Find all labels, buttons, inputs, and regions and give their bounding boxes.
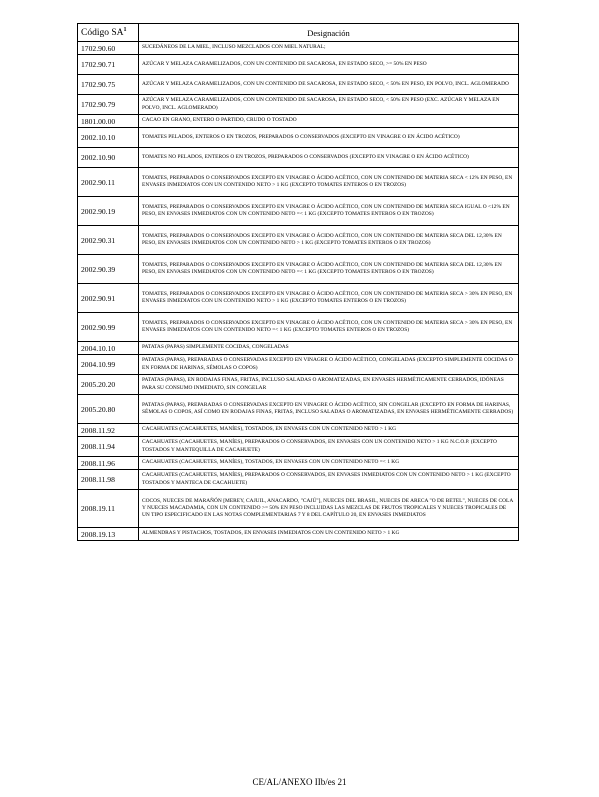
hs-code-cell: 2002.90.39 <box>78 255 139 284</box>
hs-code-cell: 1702.90.79 <box>78 95 139 115</box>
table-row <box>78 284 519 313</box>
table-row <box>78 255 519 284</box>
table-row <box>78 490 519 528</box>
table-row <box>78 115 519 128</box>
hs-code-cell: 2005.20.80 <box>78 395 139 424</box>
hs-code-cell: 2002.10.90 <box>78 148 139 168</box>
hs-code-cell: 2002.90.31 <box>78 226 139 255</box>
designation-cell: TOMATES, PREPARADOS O CONSERVADOS EXCEPTO EN VINAGRE O ÁCIDO ACÉTICO, CON UN CONTENIDO DE MATERIA SECA IGUAL O <12% EN PESO, EN ENVASES INMEDIATOS CON UN CONTENIDO NETO =< 1 KG (EXCEPTO TOMATES ENTEROS O EN TROZOS) <box>139 197 519 226</box>
designation-cell: TOMATES, PREPARADOS O CONSERVADOS EXCEPTO EN VINAGRE O ÁCIDO ACÉTICO, CON UN CONTENIDO DE MATERIA SECA > 30% EN PESO, EN ENVASES INMEDIATOS CON UN CONTENIDO NETO > 1 KG (EXCEPTO TOMATES ENTEROS O EN TROZOS) <box>139 284 519 313</box>
table-row <box>78 470 519 490</box>
table-row <box>78 375 519 395</box>
designation-cell: TOMATES, PREPARADOS O CONSERVADOS EXCEPTO EN VINAGRE O ÁCIDO ACÉTICO, CON UN CONTENIDO DE MATERIA SECA > 30% EN PESO, EN ENVASES INMEDIATOS CON UN CONTENIDO NETO =< 1 KG (EXCEPTO TOMATES ENTEROS O EN TROZOS) <box>139 313 519 342</box>
table-row <box>78 457 519 470</box>
table-row <box>78 148 519 168</box>
hs-code-cell: 1702.90.75 <box>78 75 139 95</box>
hs-code-cell: 2008.11.98 <box>78 470 139 490</box>
table-header-row <box>78 24 519 42</box>
designation-cell: ALMENDRAS Y PISTACHOS, TOSTADOS, EN ENVASES INMEDIATOS CON UN CONTENIDO NETO > 1 KG <box>139 528 519 541</box>
hs-code-cell: 2008.11.92 <box>78 424 139 437</box>
table-row <box>78 395 519 424</box>
page-footer: CE/AL/ANEXO IIb/es 21 <box>252 777 347 787</box>
designation-cell: TOMATES, PREPARADOS O CONSERVADOS EXCEPTO EN VINAGRE O ÁCIDO ACÉTICO, CON UN CONTENIDO DE MATERIA SECA < 12% EN PESO, EN ENVASES INMEDIATOS CON UN CONTENIDO NETO > 1 KG (EXCEPTO TOMATES ENTEROS O EN TROZOS) <box>139 168 519 197</box>
table-row <box>78 42 519 55</box>
hs-code-cell: 2002.90.99 <box>78 313 139 342</box>
column-header-code <box>78 24 139 42</box>
table-row <box>78 75 519 95</box>
designation-cell: PATATAS (PAPAS) SIMPLEMENTE COCIDAS, CONGELADAS <box>139 342 519 355</box>
hs-code-cell: 2002.90.11 <box>78 168 139 197</box>
designation-cell: TOMATES, PREPARADOS O CONSERVADOS EXCEPTO EN VINAGRE O ÁCIDO ACÉTICO, CON UN CONTENIDO DE MATERIA SECA DEL 12,30% EN PESO, EN ENVASES INMEDIATOS CON UN CONTENIDO NETO > 1 KG (EXCEPTO TOMATES ENTEROS O EN TROZOS) <box>139 226 519 255</box>
table-row <box>78 313 519 342</box>
table-row <box>78 226 519 255</box>
designation-cell: AZÚCAR Y MELAZA CARAMELIZADOS, CON UN CONTENIDO DE SACAROSA, EN ESTADO SECO, < 50% EN PESO (EXC. AZÚCAR Y MELAZA EN POLVO, INCL. AGLOMERADO) <box>139 95 519 115</box>
hs-code-cell: 1702.90.60 <box>78 42 139 55</box>
table-row <box>78 168 519 197</box>
table-row <box>78 528 519 541</box>
column-header-code-label: Código SA <box>81 28 124 39</box>
designation-cell: TOMATES PELADOS, ENTEROS O EN TROZOS, PREPARADOS O CONSERVADOS (EXCEPTO EN VINAGRE O EN ÁCIDO ACÉTICO) <box>139 128 519 148</box>
designation-cell: CACAHUATES (CACAHUETES, MANÍES), TOSTADOS, EN ENVASES CON UN CONTENIDO NETO > 1 KG <box>139 424 519 437</box>
hs-code-cell: 2004.10.10 <box>78 342 139 355</box>
hs-code-cell: 2004.10.99 <box>78 355 139 375</box>
hs-code-cell: 2002.90.19 <box>78 197 139 226</box>
table-row <box>78 128 519 148</box>
table-row <box>78 342 519 355</box>
hs-code-cell: 2008.11.94 <box>78 437 139 457</box>
designation-cell: CACAHUATES (CACAHUETES, MANÍES), PREPARADOS O CONSERVADOS, EN ENVASES CON UN CONTENIDO NETO > 1 KG N.C.O.P. (EXCEPTO TOSTADOS Y MANTEQUILLA DE CACAHUETE) <box>139 437 519 457</box>
hs-code-cell: 2005.20.20 <box>78 375 139 395</box>
designation-cell: CACAO EN GRANO, ENTERO O PARTIDO, CRUDO O TOSTADO <box>139 115 519 128</box>
table-row <box>78 437 519 457</box>
column-header-designation: Designación <box>139 24 519 42</box>
table-row <box>78 424 519 437</box>
hs-code-cell: 1702.90.71 <box>78 55 139 75</box>
designation-cell: PATATAS (PAPAS), EN RODAJAS FINAS, FRITAS, INCLUSO SALADAS O AROMATIZADAS, EN ENVASES HERMÉTICAMENTE CERRADOS, IDÓNEAS PARA SU CONSUMO INMEDIATO, SIN CONGELAR <box>139 375 519 395</box>
hs-code-cell: 2008.19.11 <box>78 490 139 528</box>
designation-cell: TOMATES, PREPARADOS O CONSERVADOS EXCEPTO EN VINAGRE O ÁCIDO ACÉTICO, CON UN CONTENIDO DE MATERIA SECA DEL 12,30% EN PESO, EN ENVASES INMEDIATOS CON UN CONTENIDO NETO =< 1 KG (EXCEPTO TOMATES ENTEROS O EN TROZOS) <box>139 255 519 284</box>
footnote-marker: 1 <box>123 26 127 33</box>
hs-code-cell: 1801.00.00 <box>78 115 139 128</box>
hs-code-cell: 2002.90.91 <box>78 284 139 313</box>
table-row <box>78 355 519 375</box>
designation-cell: CACAHUATES (CACAHUETES, MANÍES), TOSTADOS, EN ENVASES CON UN CONTENIDO NETO =< 1 KG <box>139 457 519 470</box>
designation-cell: COCOS, NUECES DE MARAÑÓN [MEREY, CAJUIL, ANACARDO, "CAJÚ"], NUECES DEL BRASIL, NUECES DE ARECA "O DE BETEL", NUECES DE COLA Y NUECES MACADAMIA, CON UN CONTENIDO >= 50% EN PESO INCLUIDAS LAS MEZCLAS DE FRUTOS TROPICALES Y NUECES TROPICALES DE UN TIPO ESPECIFICADO EN LAS NOTAS COMPLEMENTARIAS 7 Y 8 DEL CAPÍTULO 20, EN ENVASES INMEDIATOS <box>139 490 519 528</box>
table-row <box>78 55 519 75</box>
hs-code-cell: 2002.10.10 <box>78 128 139 148</box>
designation-cell: PATATAS (PAPAS), PREPARADAS O CONSERVADAS EXCEPTO EN VINAGRE O ÁCIDO ACÉTICO, CONGELADAS (EXCEPTO SIMPLEMENTE COCIDAS O EN FORMA DE HARINAS, SÉMOLAS O COPOS) <box>139 355 519 375</box>
table-row <box>78 197 519 226</box>
designation-cell: CACAHUATES (CACAHUETES, MANÍES), PREPARADOS O CONSERVADOS, EN ENVASES INMEDIATOS CON UN CONTENIDO NETO > 1 KG (EXCEPTO TOSTADOS Y MANTECA DE CACAHUETE) <box>139 470 519 490</box>
table-row <box>78 95 519 115</box>
designation-cell: TOMATES NO PELADOS, ENTEROS O EN TROZOS, PREPARADOS O CONSERVADOS (EXCEPTO EN VINAGRE O EN ÁCIDO ACÉTICO) <box>139 148 519 168</box>
designation-cell: AZÚCAR Y MELAZA CARAMELIZADOS, CON UN CONTENIDO DE SACAROSA, EN ESTADO SECO, >= 50% EN PESO <box>139 55 519 75</box>
designation-cell: SUCEDÁNEOS DE LA MIEL, INCLUSO MEZCLADOS CON MIEL NATURAL; <box>139 42 519 55</box>
hs-code-cell: 2008.19.13 <box>78 528 139 541</box>
tariff-table <box>77 23 519 541</box>
hs-code-cell: 2008.11.96 <box>78 457 139 470</box>
designation-cell: AZÚCAR Y MELAZA CARAMELIZADOS, CON UN CONTENIDO DE SACAROSA, EN ESTADO SECO, < 50% EN PESO, EN POLVO, INCL. AGLOMERADO <box>139 75 519 95</box>
designation-cell: PATATAS (PAPAS), PREPARADAS O CONSERVADAS EXCEPTO EN VINAGRE O ÁCIDO ACÉTICO, SIN CONGELAR (EXCEPTO EN FORMA DE HARINAS, SÉMOLAS O COPOS, ASÍ COMO EN RODAJAS FINAS, FRITAS, INCLUSO SALADAS O AROMATIZADAS, EN ENVASES HERMÉTICAMENTE CERRADOS) <box>139 395 519 424</box>
